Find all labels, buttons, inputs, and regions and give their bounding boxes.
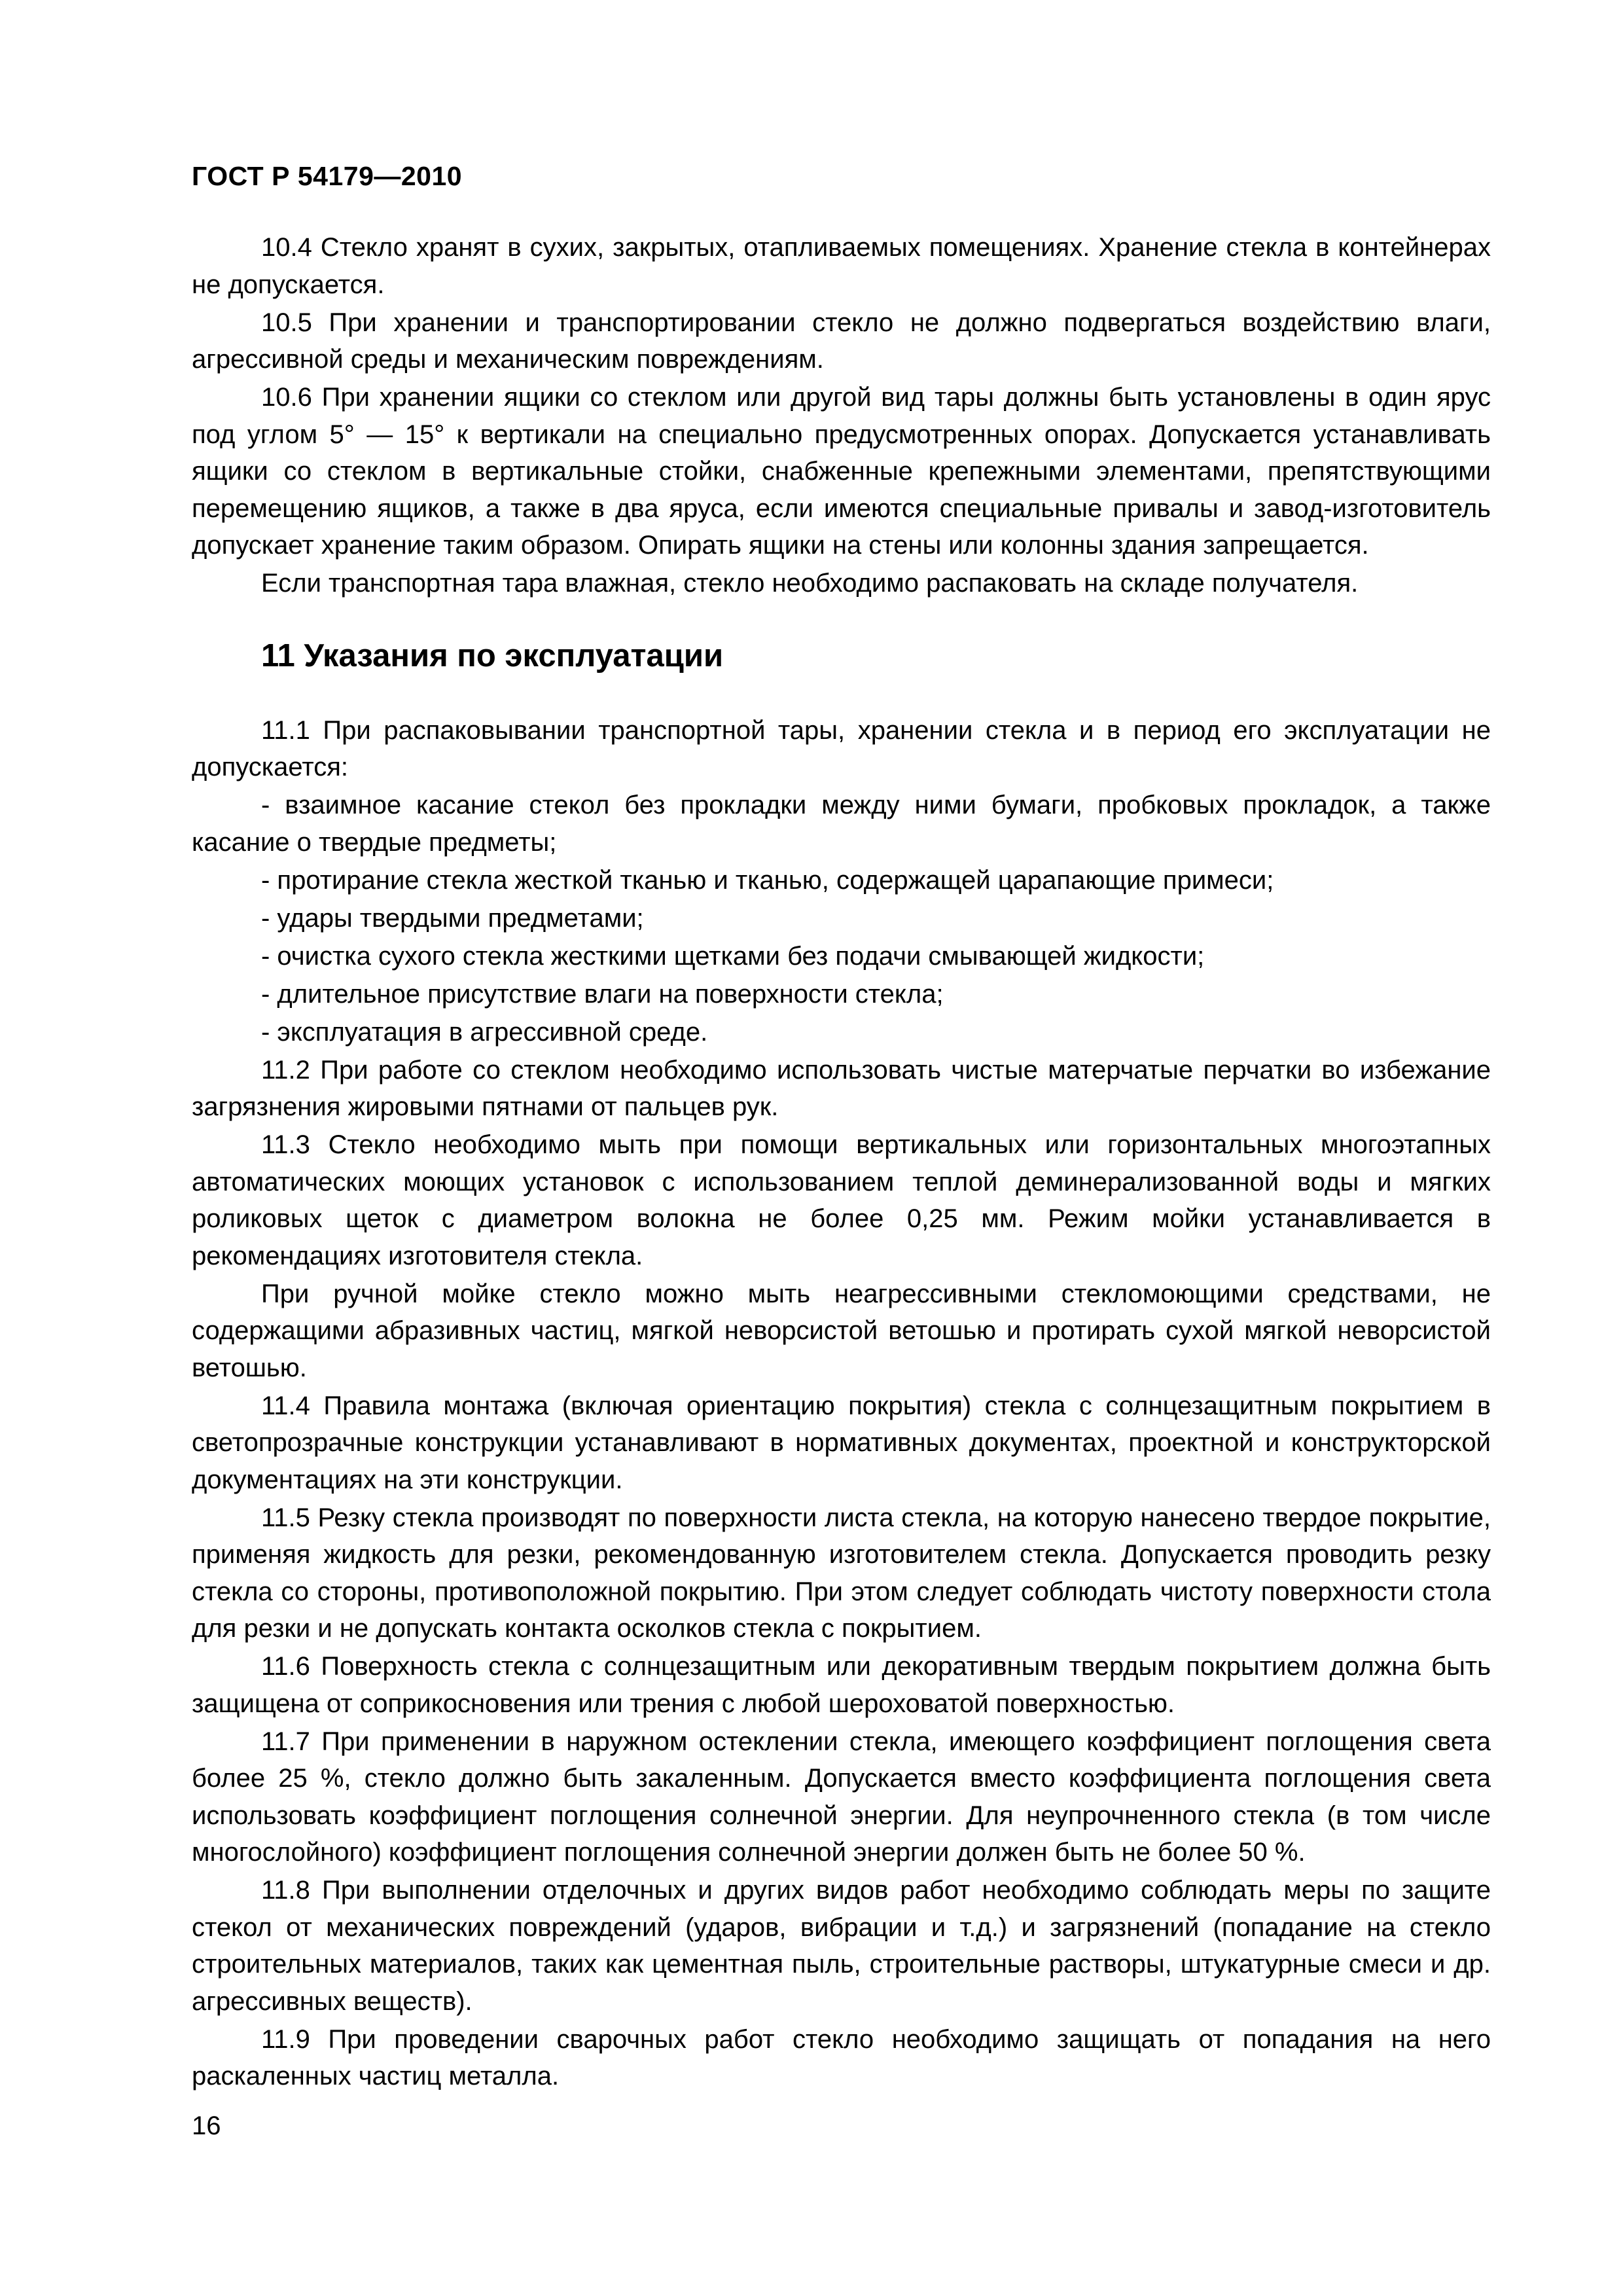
list-item: - очистка сухого стекла жесткими щетками без подачи смывающей жидкости; (261, 941, 1205, 971)
paragraph-11-4: 11.4 Правила монтажа (включая ориентацию покрытия) стекла с солнцезащитным покрытием в светопрозрачные конструкции устанавливают в нормативных документах, проектной и конструкторской документациях на эти конструкции. (192, 1391, 1491, 1494)
paragraph-11-9: 11.9 При проведении сварочных работ стекло необходимо защищать от попадания на него раскаленных частиц металла. (192, 2024, 1491, 2090)
document-header: ГОСТ Р 54179—2010 (192, 161, 463, 191)
section-heading-11: 11 Указания по эксплуатации (261, 637, 724, 673)
page-number: 16 (192, 2111, 221, 2140)
paragraph-10-4: 10.4 Стекло хранят в сухих, закрытых, отапливаемых помещениях. Хранение стекла в контейнерах не допускается. (192, 233, 1491, 299)
paragraph-11-6: 11.6 Поверхность стекла с солнцезащитным или декоративным твердым покрытием должна быть защищена от соприкосновения или трения с любой шероховатой поверхностью. (192, 1652, 1491, 1718)
paragraph-11-3: 11.3 Стекло необходимо мыть при помощи вертикальных или горизонтальных многоэтапных автоматических моющих установок с использованием теплой деминерализованной воды и мягких роликовых щеток с диаметром волокна не более 0,25 мм. Режим мойки устанавливается в рекомендациях изготовителя стекла. (192, 1130, 1491, 1270)
paragraph-10-6: 10.6 При хранении ящики со стеклом или другой вид тары должны быть установлены в один ярус под углом 5° — 15° к вертикали на специально предусмотренных опорах. Допускается устанавливать ящики со стеклом в вертикальные стойки, снабженные крепежными элементами, препятствующими перемещению ящиков, а также в два яруса, если имеются специальные привалы и завод-изготовитель допускает хранение таким образом. Опирать ящики на стены или колонны здания запрещается. (192, 383, 1491, 560)
list-item: - длительное присутствие влаги на поверхности стекла; (261, 979, 944, 1009)
list-item: - эксплуатация в агрессивной среде. (261, 1017, 708, 1047)
paragraph-11-1: 11.1 При распаковывании транспортной тары, хранении стекла и в период его эксплуатации не допускается: (192, 715, 1491, 781)
list-item: - взаимное касание стекол без прокладки между ними бумаги, пробковых прокладок, а также касание о твердые предметы; (192, 791, 1491, 857)
paragraph-11-5: 11.5 Резку стекла производят по поверхности листа стекла, на которую нанесено твердое покрытие, применяя жидкость для резки, рекомендованную изготовителем стекла. Допускается проводить резку стекла со стороны, противоположной покрытию. При этом следует соблюдать чистоту поверхности стола для резки и не допускать контакта осколков стекла с покрытием. (192, 1503, 1491, 1643)
document-body (192, 229, 1491, 2096)
paragraph-10-5: 10.5 При хранении и транспортировании стекло не должно подвергаться воздействию влаги, агрессивной среды и механическим повреждениям. (192, 308, 1491, 374)
list-item: - протирание стекла жесткой тканью и тканью, содержащей царапающие примеси; (261, 865, 1274, 895)
paragraph-manual-washing: При ручной мойке стекло можно мыть неагрессивными стекломоющими средствами, не содержащими абразивных частиц, мягкой неворсистой ветошью и протирать сухой мягкой неворсистой ветошью. (192, 1279, 1491, 1382)
paragraph-11-7: 11.7 При применении в наружном остеклении стекла, имеющего коэффициент поглощения света более 25 %, стекло должно быть закаленным. Допускается вместо коэффициента поглощения света использовать коэффициент поглощения солнечной энергии. Для неупрочненного стекла (в том числе многослойного) коэффициент поглощения солнечной энергии должен быть не более 50 %. (192, 1727, 1491, 1867)
list-item: - удары твердыми предметами; (261, 903, 644, 933)
paragraph-11-2: 11.2 При работе со стеклом необходимо использовать чистые матерчатые перчатки во избежание загрязнения жировыми пятнами от пальцев рук. (192, 1055, 1491, 1121)
paragraph-11-8: 11.8 При выполнении отделочных и других видов работ необходимо соблюдать меры по защите стекол от механических повреждений (ударов, вибрации и т.д.) и загрязнений (попадание на стекло строительных материалов, таких как цементная пыль, строительные растворы, штукатурные смеси и др. агрессивных веществ). (192, 1876, 1491, 2016)
paragraph-wet-packaging: Если транспортная тара влажная, стекло необходимо распаковать на складе получателя. (261, 569, 1359, 598)
